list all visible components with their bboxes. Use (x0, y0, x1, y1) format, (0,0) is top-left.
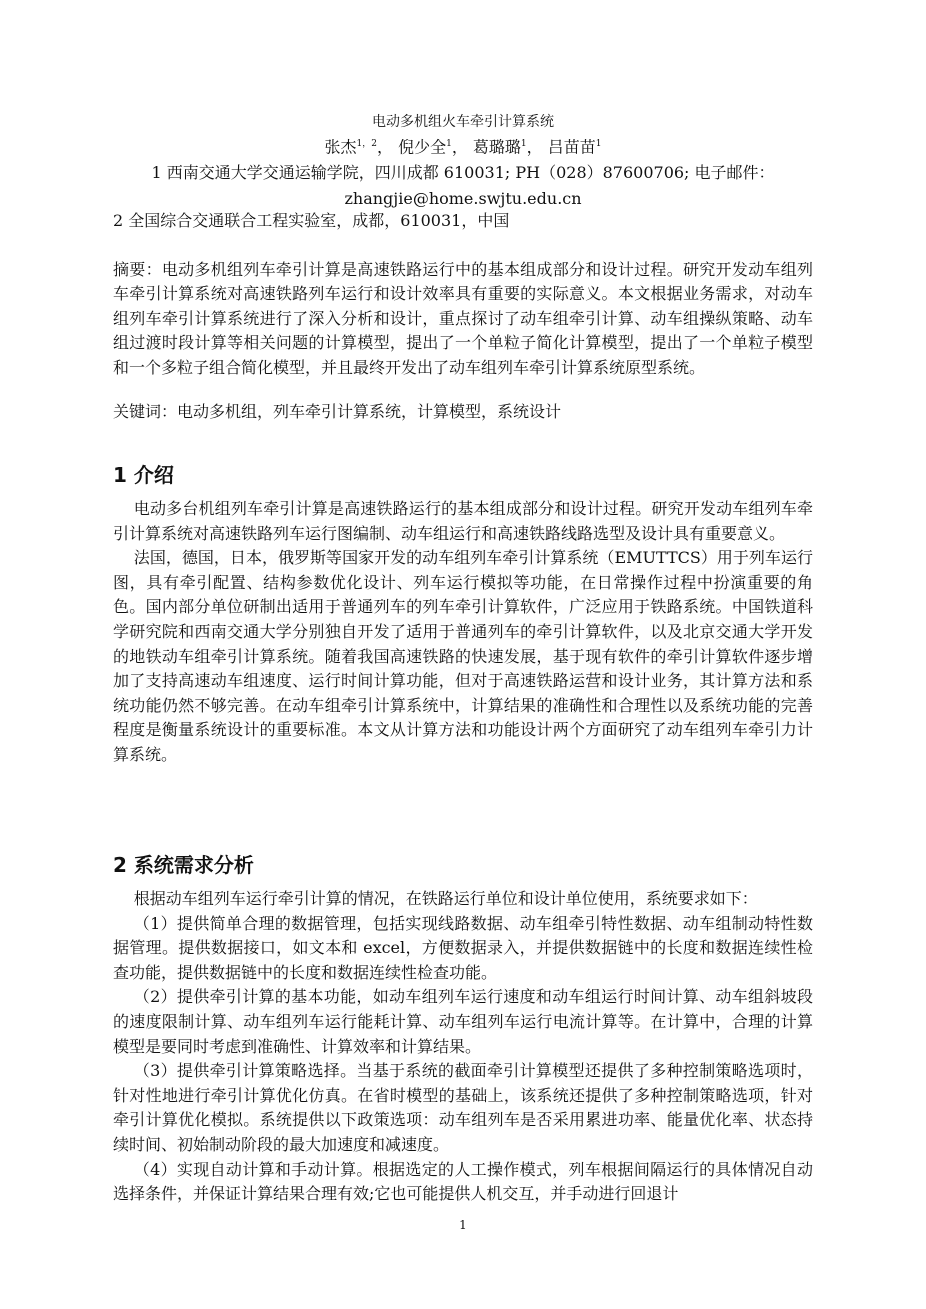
paper-title: 电动多机组火车牵引计算系统 (372, 114, 554, 130)
author-name: 张杰 (324, 137, 357, 157)
section-heading: 2 系统需求分析 (113, 853, 254, 877)
abstract: 摘要：电动多机组列车牵引计算是高速铁路运行中的基本组成部分和设计过程。研究开发动车组列车牵引计算系统对高速铁路列车运行和设计效率具有重要的实际意义。本文根据业务需求，对动车组列车牵引计算系统进行了深入分析和设计，重点探讨了动车组牵引计算、动车组操纵策略、动车组过渡时段计算等相关问题的计算模型，提出了一个单粒子简化计算模型，提出了一个单粒子模型和一个多粒子组合简化模型，并且最终开发出了动车组列车牵引计算系统原型系统。 (113, 260, 813, 377)
section-heading: 1 介绍 (113, 463, 174, 487)
section-body (113, 497, 813, 768)
section-body (113, 887, 813, 1207)
paragraph: （3）提供牵引计算策略选择。当基于系统的截面牵引计算模型还提供了多种控制策略选项时，针对性地进行牵引计算优化仿真。在省时模型的基础上，该系统还提供了多种控制策略选项，针对牵引计算优化模拟。系统提供以下政策选项：动车组列车是否采用累进功率、能量优化率、状态持续时间、初始制动阶段的最大加速度和减速度。 (113, 1061, 813, 1154)
author-affiliation-mark: 1，2 (356, 139, 377, 149)
affiliation-1: 1 西南交通大学交通运输学院，四川成都 610031; PH（028）87600706; 电子邮件：zhangjie@home.swjtu.edu.cn (151, 163, 775, 208)
affiliation-2: 2 全国综合交通联合工程实验室，成都，610031，中国 (113, 211, 510, 230)
paragraph: （1）提供简单合理的数据管理，包括实现线路数据、动车组牵引特性数据、动车组制动特性数据管理。提供数据接口，如文本和 excel，方便数据录入，并提供数据链中的长度和数据连续性检查功能，提供数据链中的长度和数据连续性检查功能。 (113, 913, 813, 982)
paragraph: 电动多台机组列车牵引计算是高速铁路运行的基本组成部分和设计过程。研究开发动车组列车牵引计算系统对高速铁路列车运行图编制、动车组运行和高速铁路线路选型及设计具有重要意义。 (113, 499, 813, 543)
page-number: 1 (459, 1218, 467, 1232)
author-affiliation-mark: 1 (520, 139, 527, 149)
author-affiliation-mark: 1 (595, 139, 602, 149)
author-name: 葛璐璐 (472, 137, 521, 157)
paragraph: （4）实现自动计算和手动计算。根据选定的人工操作模式，列车根据间隔运行的具体情况自动选择条件，并保证计算结果合理有效;它也可能提供人机交互，并手动进行回退计 (113, 1159, 813, 1204)
paragraph: （2）提供牵引计算的基本功能，如动车组列车运行速度和动车组运行时间计算、动车组斜坡段的速度限制计算、动车组列车运行能耗计算、动车组列车运行电流计算等。在计算中，合理的计算模型是要同时考虑到准确性、计算效率和计算结果。 (113, 987, 813, 1056)
paragraph: 根据动车组列车运行牵引计算的情况，在铁路运行单位和设计单位使用，系统要求如下： (133, 889, 758, 908)
author-affiliation-mark: 1 (446, 139, 452, 149)
author-name: 吕苗苗 (547, 137, 596, 157)
author-name: 倪少全 (398, 137, 447, 157)
keywords: 关键词：电动多机组，列车牵引计算系统，计算模型，系统设计 (113, 402, 562, 421)
author-line: 张杰$^{1,2}$， 倪少全$^1$， 葛璐璐$^1$， 吕苗苗$^1$ (324, 137, 602, 157)
paragraph: 法国，德国，日本，俄罗斯等国家开发的动车组列车牵引计算系统（EMUTTCS）用于列车运行图，具有牵引配置、结构参数优化设计、列车运行模拟等功能，在日常操作过程中扮演重要的角色。国内部分单位研制出适用于普通列车的列车牵引计算软件，广泛应用于铁路系统。中国铁道科学研究院和西南交通大学分别独自开发了适用于普通列车的牵引计算软件，以及北京交通大学开发的地铁动车组牵引计算系统。随着我国高速铁路的快速发展，基于现有软件的牵引计算软件逐步增加了支持高速动车组速度、运行时间计算功能，但对于高速铁路运营和设计业务，其计算方法和系统功能仍然不够完善。在动车组牵引计算系统中，计算结果的准确性和合理性以及系统功能的完善程度是衡量系统设计的重要标准。本文从计算方法和功能设计两个方面研究了动车组列车牵引力计算系统。 (113, 548, 813, 764)
